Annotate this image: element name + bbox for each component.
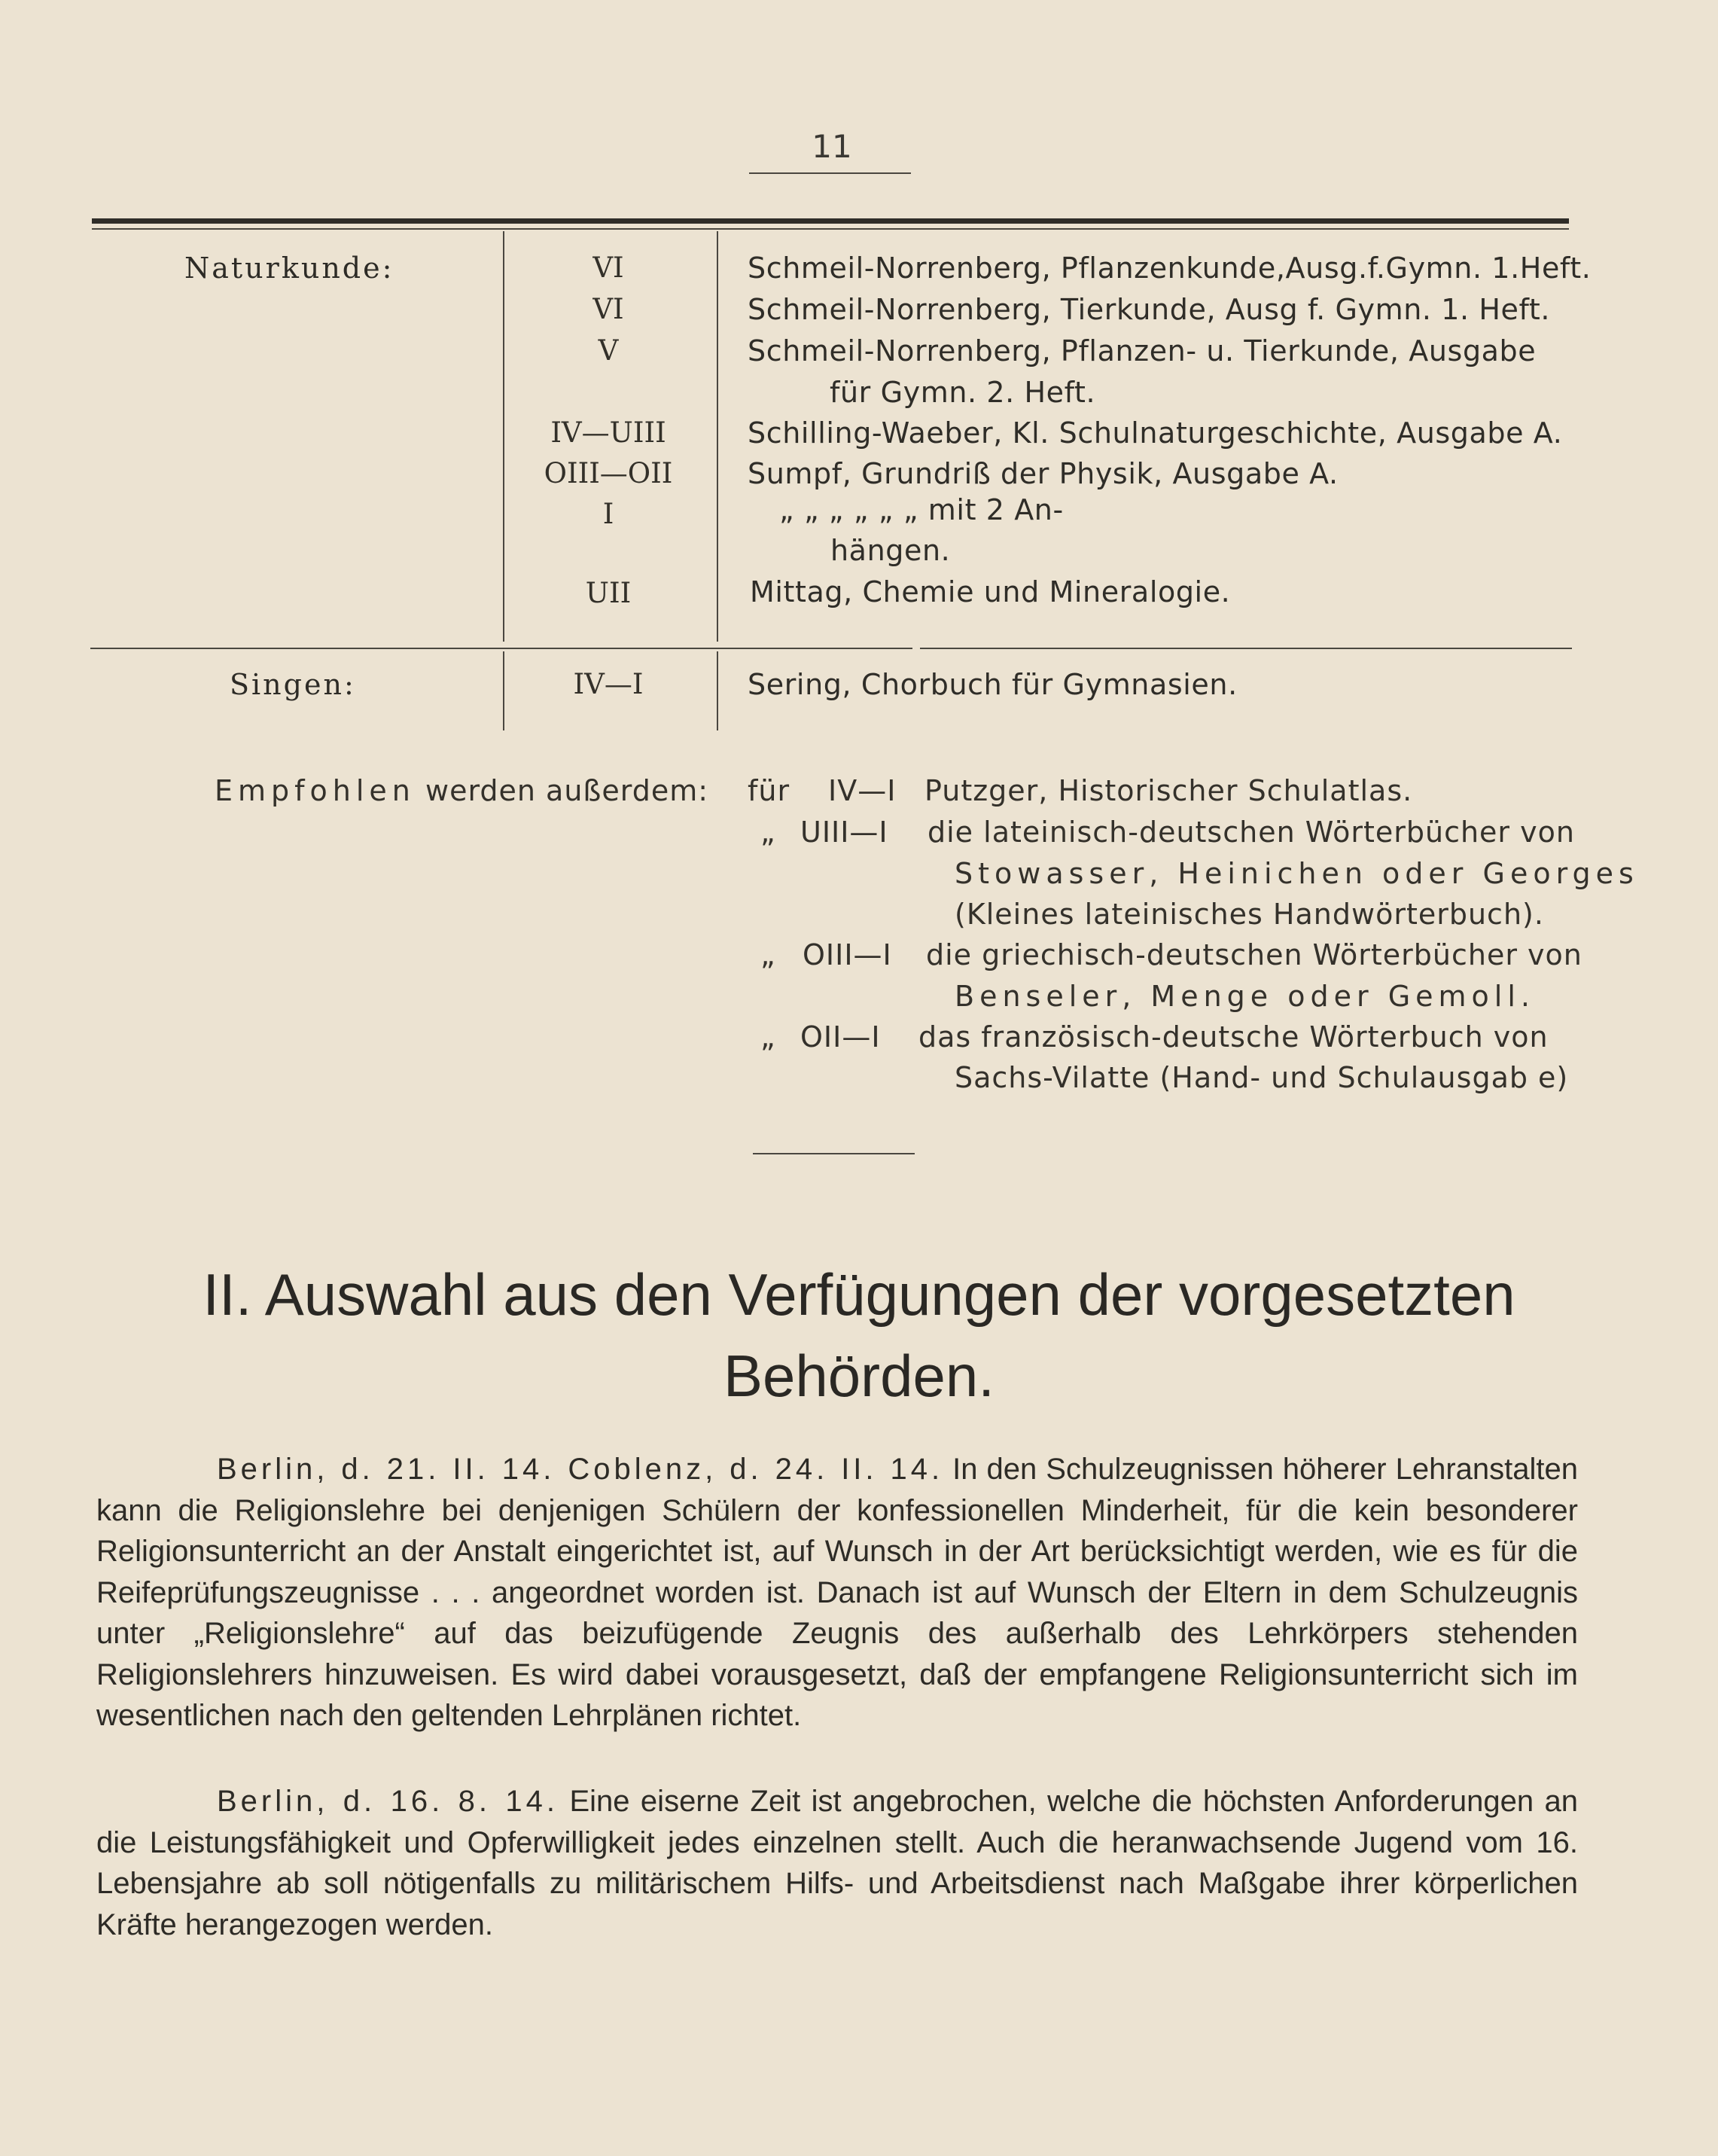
table-top-thin-rule [92,228,1569,230]
empfohlen-text-continued: (Kleines lateinisches Handwörterbuch). [955,898,1544,931]
naturkunde-grade: VI [592,293,624,325]
naturkunde-book-continued: hängen. [830,534,951,567]
paragraph [96,1781,1578,1945]
empfohlen-grade: UIII—I [800,816,888,849]
table-mid-rule-left [90,648,912,649]
empfohlen-label-rest: werden außerdem: [425,774,709,807]
paragraph-lead: Berlin, d. 16. 8. 14. [217,1785,559,1818]
empfohlen-prefix: „ [760,1020,776,1054]
empfohlen-prefix: für [748,774,790,807]
table-mid-rule-right [920,648,1572,649]
section-separator-rule [753,1153,915,1154]
empfohlen-label-spaced: Empfohlen [215,774,416,807]
page-number-rule [749,172,911,174]
empfohlen-text: Putzger, Historischer Schulatlas. [924,774,1413,807]
paragraph-lead: Berlin, d. 21. II. 14. Coblenz, d. 24. II. 14. [217,1453,944,1486]
empfohlen-prefix: „ [760,816,776,849]
paragraph-text: Eine eiserne Zeit ist angebrochen, welche die höchsten Anforderungen an die Leistungsfähigkeit und Opferwilligkeit jedes einzelnen stellt. Auch die heranwachsende Jugend vom 16. Lebensjahre ab soll nötigenfalls zu militärischem Hilfs- und Arbeitsdienst nach Maßgabe ihrer körperlichen Kräfte herangezogen werden. [96,1785,1579,1941]
empfohlen-grade: OII—I [800,1020,881,1054]
naturkunde-book: Schmeil-Norrenberg, Pflanzenkunde,Ausg.f.Gymn. 1.Heft. [748,252,1592,285]
naturkunde-book: Schmeil-Norrenberg, Pflanzen- u. Tierkunde, Ausgabe [748,334,1537,367]
naturkunde-book: Schmeil-Norrenberg, Tierkunde, Ausg f. Gymn. 1. Heft. [748,293,1551,326]
singen-grade: IV—I [573,668,644,700]
empfohlen-text-continued: Sachs-Vilatte (Hand- und Schulausgab e) [955,1061,1569,1094]
naturkunde-book-ditto: „ „ „ „ „ „ mit 2 An- [779,493,1064,526]
naturkunde-grade: VI [592,252,624,284]
singen-label: Singen: [230,668,356,701]
naturkunde-grade: UII [585,577,632,609]
column-divider-right [717,651,718,730]
table-top-rule [92,218,1569,224]
paragraph [96,1449,1578,1737]
empfohlen-prefix: „ [760,938,776,971]
empfohlen-grade: IV—I [828,774,897,807]
page-number: 11 [812,128,852,165]
naturkunde-grade: IV—UIII [550,416,666,449]
empfohlen-text: das französisch-deutsche Wörterbuch von [918,1020,1549,1054]
naturkunde-grade: OIII—OII [544,457,673,489]
naturkunde-book-continued: für Gymn. 2. Heft. [830,376,1096,409]
empfohlen-text-continued [955,980,1535,1013]
empfohlen-text-continued [955,857,1639,890]
naturkunde-label: Naturkunde: [184,252,394,285]
empfohlen-label [215,774,708,807]
empfohlen-text: die griechisch-deutschen Wörterbücher von [926,938,1582,971]
empfohlen-text: die lateinisch-deutschen Wörterbücher von [928,816,1575,849]
paragraph-text: In den Schulzeugnissen höherer Lehranstalten kann die Religionslehre bei denjenigen Schülern der konfessionellen Minderheit, für die kein besonderer Religionsunterricht an der Anstalt eingerichtet ist, auf Wunsch in der Art berücksichtigt werden, wie es für die Reifeprüfungszeugnisse . . . angeordnet worden ist. Danach ist auf Wunsch der Eltern in dem Schulzeugnis unter „Religionslehre“ auf das beizufügende Zeugnis des außerhalb des Lehrkörpers stehenden Religionslehrers hinzuweisen. Es wird dabei vorausgesetzt, daß der empfangene Religionsunterricht sich im wesentlichen nach den geltenden Lehrplänen richtet. [96,1453,1578,1732]
naturkunde-book: Sumpf, Grundriß der Physik, Ausgabe A. [748,457,1339,490]
naturkunde-book: Schilling-Waeber, Kl. Schulnaturgeschichte, Ausgabe A. [748,416,1563,450]
empfohlen-author: Benseler, Menge oder Gemoll. [955,980,1535,1013]
section-heading-line-1: II. Auswahl aus den Verfügungen der vorgesetzten [203,1261,1515,1328]
section-heading-line-2: Behörden. [723,1343,995,1409]
naturkunde-grade: I [602,498,614,530]
singen-book: Sering, Chorbuch für Gymnasien. [748,668,1238,701]
naturkunde-grade: V [598,334,619,367]
naturkunde-book: Mittag, Chemie und Mineralogie. [750,575,1231,608]
column-divider-right [717,231,718,642]
empfohlen-grade: OIII—I [803,938,892,971]
empfohlen-author: Stowasser, Heinichen oder Georges [955,857,1639,890]
